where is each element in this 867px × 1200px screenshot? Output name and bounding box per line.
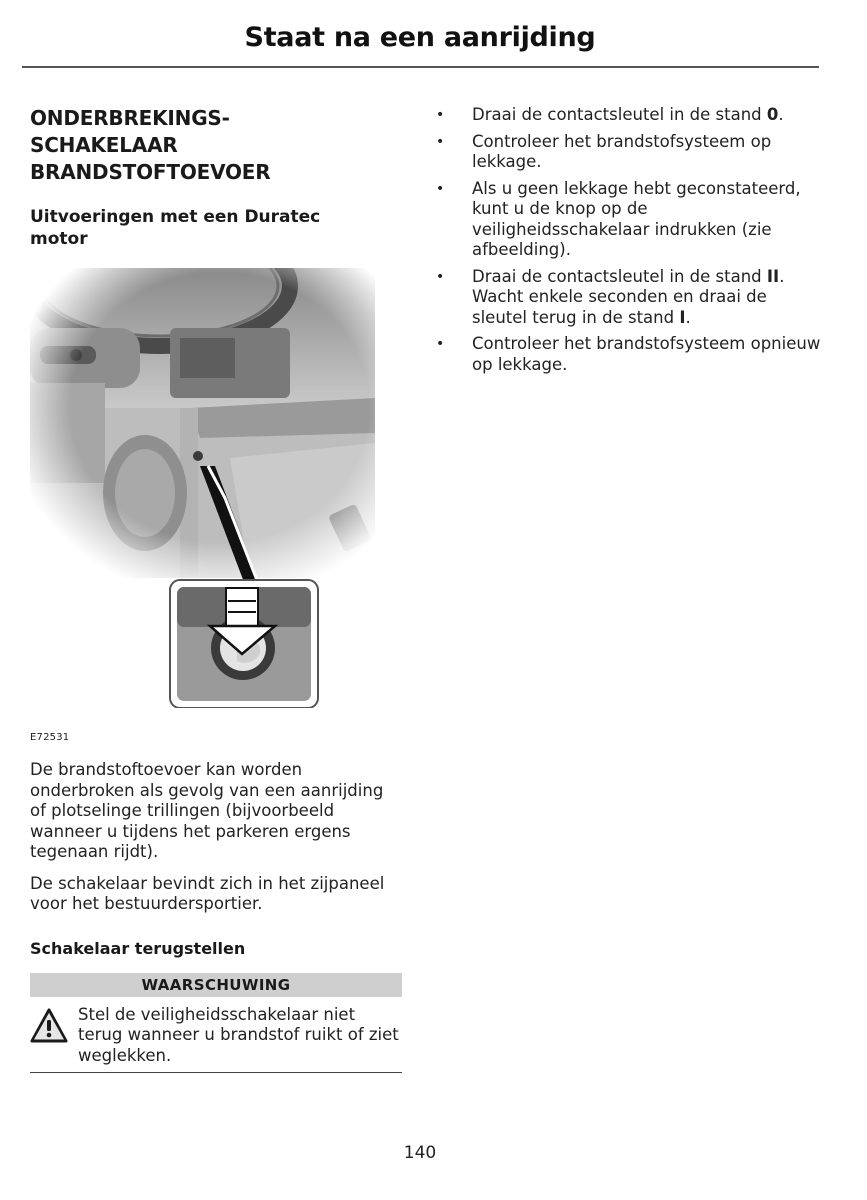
sub-heading-line: Uitvoeringen met een Duratec <box>30 207 321 227</box>
bullet: • <box>436 268 445 285</box>
switch-location-figure <box>30 268 375 708</box>
bullet: • <box>436 336 445 352</box>
paragraph: De brandstoftoevoer kan worden onderbroken als gevolg van een aanrijding of plotselinge trillingen (bijvoorbeeld wanneer u tijdens het parkeren ergens tegenaan rijdt). <box>30 760 384 861</box>
title-divider <box>22 66 819 68</box>
list-item <box>436 105 826 126</box>
step-text: . <box>685 307 691 327</box>
section-heading-line: BRANDSTOFTOEVOER <box>30 160 271 184</box>
paragraph: De schakelaar bevindt zich in het zijpaneel voor het bestuurdersportier. <box>30 873 385 913</box>
key-position: II <box>766 266 780 286</box>
warning-box <box>30 1005 402 1074</box>
dashboard-illustration <box>30 268 375 708</box>
list-item <box>436 267 826 329</box>
warning-label: WAARSCHUWING <box>30 973 402 997</box>
bullet: • <box>436 107 445 123</box>
list-item <box>436 334 826 375</box>
list-item <box>436 132 826 173</box>
reset-heading: Schakelaar terugstellen <box>30 938 246 958</box>
sub-heading-line: motor <box>30 229 88 249</box>
bullet: • <box>436 180 445 197</box>
key-position: 0 <box>766 105 779 124</box>
reset-steps-list <box>436 105 826 375</box>
section-heading-line: SCHAKELAAR <box>30 133 178 157</box>
figure-code: E72531 <box>30 732 70 743</box>
warning-triangle-icon <box>30 1005 78 1067</box>
step-text: Als u geen lekkage hebt geconstateerd, kunt u de knop op de veiligheidsschakelaar indrukken (zie afbeelding). <box>472 178 801 259</box>
step-text: Controleer het brandstofsysteem op lekkage. <box>472 131 772 171</box>
left-column <box>30 105 402 1073</box>
step-text: Draai de contactsleutel in de stand <box>472 105 767 124</box>
right-column <box>436 105 826 381</box>
section-heading <box>30 105 402 186</box>
page-number: 140 <box>403 1143 437 1163</box>
section-heading-line: ONDERBREKINGS- <box>30 106 230 130</box>
sub-heading <box>30 206 402 250</box>
bullet: • <box>436 133 445 150</box>
warning-text: Stel de veiligheidsschakelaar niet terug wanneer u brandstof ruikt of ziet weglekken. <box>78 1004 399 1065</box>
list-item <box>436 179 826 261</box>
step-text: . <box>778 105 784 124</box>
step-text: . Wacht enkele seconden en draai de sleutel terug in de stand <box>472 266 785 327</box>
step-text: Draai de contactsleutel in de stand <box>472 266 767 286</box>
step-text: Controleer het brandstofsysteem opnieuw op lekkage. <box>472 334 821 374</box>
key-position: I <box>679 307 686 327</box>
page-title: Staat na een aanrijding <box>244 22 596 53</box>
